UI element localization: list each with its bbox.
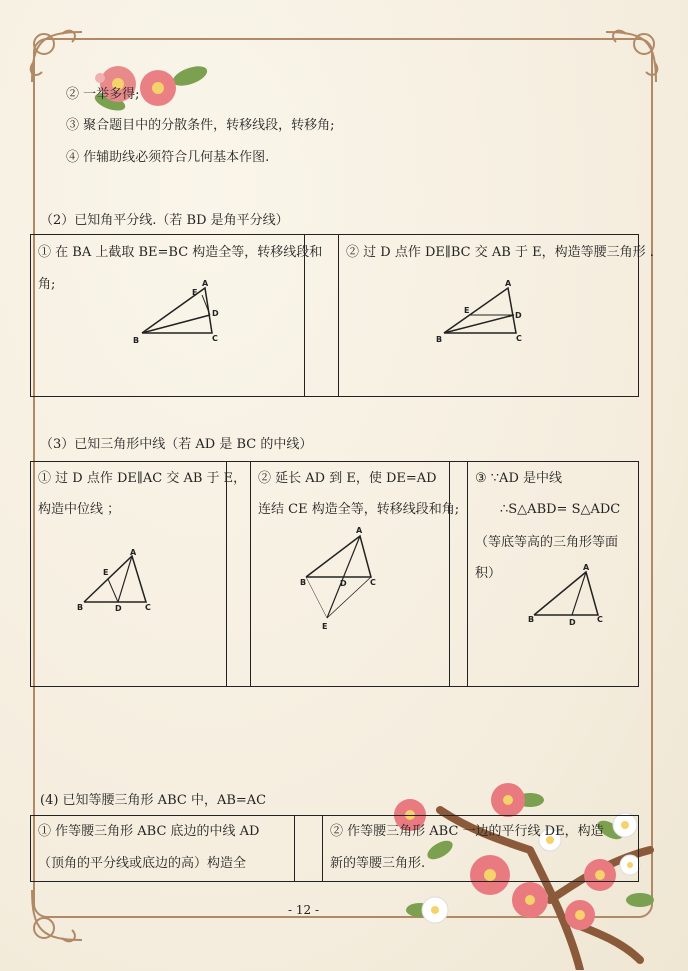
section-heading: （2）已知角平分线.（若 BD 是角平分线） <box>40 213 289 228</box>
table-divider <box>226 461 227 687</box>
section-heading: (4) 已知等腰三角形 ABC 中，AB=AC <box>40 793 267 808</box>
diagram-median-extend <box>298 524 388 634</box>
section3-cell3-line4: 积） <box>475 566 502 581</box>
label-A: A <box>202 279 209 288</box>
label-C: C <box>370 578 376 587</box>
section3-cell1-line1: ① 过 D 点作 DE∥AC 交 AB 于 E， <box>38 471 247 486</box>
section-heading: （3）已知三角形中线（若 AD 是 BC 的中线） <box>40 437 313 452</box>
section3-cell3-line1: ③ ∵AD 是中线 <box>475 471 563 486</box>
section2-cell2-text: ② 过 D 点作 DE∥BC 交 AB 于 E，构造等腰三角形 . <box>346 245 654 260</box>
table-divider <box>467 461 468 687</box>
diagram-angle-bisector-1 <box>130 278 230 348</box>
label-D: D <box>212 309 219 318</box>
label-A: A <box>583 563 590 572</box>
section3-cell2-line2: 连结 CE 构造全等，转移线段和角; <box>258 502 460 517</box>
label-A: A <box>356 526 363 535</box>
label-E: E <box>322 622 328 631</box>
label-C: C <box>516 334 522 343</box>
label-E: E <box>192 288 198 297</box>
label-B: B <box>300 578 307 587</box>
section3-cell2-line1: ② 延长 AD 到 E，使 DE=AD <box>258 471 437 486</box>
table-divider <box>250 461 251 687</box>
section3-cell1-line2: 构造中位线 ； <box>38 502 121 517</box>
section3-cell3-line3: （等底等高的三角形等面 <box>475 535 619 550</box>
label-D: D <box>515 311 522 320</box>
label-D: D <box>340 579 347 588</box>
label-B: B <box>133 336 140 345</box>
list-item: ② 一举多得; <box>66 87 140 102</box>
list-item: ③ 聚合题目中的分散条件，转移线段，转移角; <box>66 118 335 133</box>
section2-cell1-line1: ① 在 BA 上截取 BE=BC 构造全等，转移线段和 <box>38 245 323 260</box>
diagram-angle-bisector-2 <box>432 278 532 348</box>
section4-cell1-line1: ① 作等腰三角形 ABC 底边的中线 AD <box>38 824 260 839</box>
label-C: C <box>597 615 603 624</box>
corner-ornament-top-right <box>586 22 666 102</box>
label-C: C <box>145 603 151 612</box>
section3-cell3-line2: ∴S△ABD= S△ADC <box>500 502 621 517</box>
table-divider <box>294 815 295 882</box>
label-E: E <box>464 306 470 315</box>
diagram-median-midline <box>74 548 164 618</box>
label-D: D <box>115 604 122 613</box>
section4-cell2-line1: ② 作等腰三角形 ABC 一边的平行线 DE，构造 <box>330 824 604 839</box>
table-divider <box>338 234 339 397</box>
corner-ornament-bottom-left <box>22 870 102 950</box>
page-number: - 12 - <box>288 903 320 917</box>
diagram-median-area <box>528 562 613 632</box>
label-A: A <box>505 279 512 288</box>
label-A: A <box>130 548 137 557</box>
label-D: D <box>569 618 576 627</box>
label-C: C <box>212 334 218 343</box>
section4-cell2-line2: 新的等腰三角形. <box>330 856 426 871</box>
list-item: ④ 作辅助线必须符合几何基本作图. <box>66 150 270 165</box>
label-E: E <box>103 568 109 577</box>
label-B: B <box>77 603 84 612</box>
label-B: B <box>436 335 443 344</box>
section2-cell1-line2: 角; <box>38 277 56 292</box>
table-divider <box>322 815 323 882</box>
label-B: B <box>528 615 535 624</box>
section4-cell1-line2: （顶角的平分线或底边的高）构造全 <box>38 856 247 871</box>
